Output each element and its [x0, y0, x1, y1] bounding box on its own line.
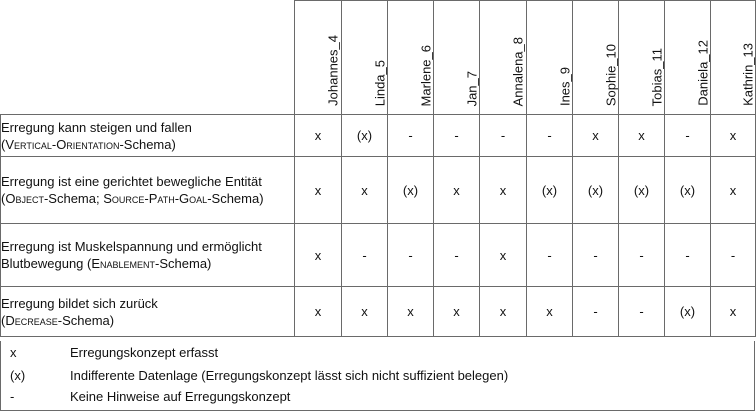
table-cell: x	[295, 224, 342, 287]
table-cell: x	[480, 157, 527, 224]
column-header	[665, 1, 711, 115]
table-cell: -	[619, 287, 665, 337]
schema-name: Vertical-Orientation	[5, 136, 120, 152]
table-cell: (x)	[573, 157, 619, 224]
row-label-text: -Schema)	[155, 256, 212, 271]
table-cell: x	[711, 287, 756, 337]
row-label-text: Erregung kann steigen und fallen	[1, 119, 192, 135]
table-cell: x	[434, 287, 480, 337]
table-cell: x	[295, 115, 342, 157]
table-cell: -	[711, 224, 756, 287]
column-header-label: Johannes_4	[325, 35, 341, 106]
column-header-label: Tobias_11	[649, 47, 664, 106]
legend-symbol: x	[10, 345, 17, 360]
table-cell: -	[434, 115, 480, 157]
column-header	[573, 1, 619, 115]
row-label-text: -Schema)	[207, 191, 264, 206]
table-row	[1, 287, 756, 337]
table-cell: -	[527, 224, 573, 287]
column-header	[388, 1, 434, 115]
schema-name: Object	[5, 191, 44, 206]
column-header	[480, 1, 527, 115]
column-header-label: Marlene_6	[418, 44, 433, 106]
table-cell: x	[480, 287, 527, 337]
legend-description: Erregungskonzept erfasst	[70, 345, 219, 360]
table-cell: x	[711, 157, 756, 224]
table-cell: -	[573, 224, 619, 287]
row-label	[1, 287, 295, 337]
table-cell: -	[527, 115, 573, 157]
row-label-text: (	[1, 312, 6, 328]
table-cell: (x)	[619, 157, 665, 224]
row-label-text: (	[1, 136, 6, 152]
table-cell: x	[388, 287, 434, 337]
row-label-text: Erregung bildet sich zurück	[1, 295, 158, 311]
row-label-text: -Schema)	[119, 136, 176, 152]
column-header-label: Kathrin_13	[740, 43, 756, 106]
legend-description: Indifferente Datenlage (Erregungskonzept lässt sich nicht suffizient belegen)	[70, 368, 509, 383]
table-cell: x	[480, 224, 527, 287]
legend-symbol: -	[10, 389, 15, 404]
row-label	[1, 115, 295, 157]
legend-description: Keine Hinweise auf Erregungskonzept	[70, 389, 291, 404]
column-header	[295, 1, 342, 115]
table-cell: -	[342, 224, 388, 287]
table-cell: x	[619, 115, 665, 157]
table-row	[1, 115, 756, 157]
table-cell: -	[480, 115, 527, 157]
column-header-label: Daniela_12	[695, 40, 710, 106]
table-cell: x	[295, 287, 342, 337]
schema-name: Decrease	[5, 312, 58, 328]
table-cell: (x)	[342, 115, 388, 157]
table-cell: -	[388, 115, 434, 157]
table-row	[1, 224, 756, 287]
column-header	[342, 1, 388, 115]
column-header	[619, 1, 665, 115]
table-cell: (x)	[527, 157, 573, 224]
table-cell: (x)	[388, 157, 434, 224]
table-cell: -	[434, 224, 480, 287]
table-cell: x	[434, 157, 480, 224]
column-header	[711, 1, 756, 115]
row-label-text: Erregung ist eine gerichtet bewegliche Entität (	[1, 174, 262, 206]
table-cell: -	[388, 224, 434, 287]
header-row	[1, 1, 756, 115]
row-label-text: -Schema;	[43, 191, 104, 206]
row-label	[1, 224, 295, 287]
table-cell: -	[573, 287, 619, 337]
table-cell: (x)	[665, 287, 711, 337]
column-header-label: Jan_7	[464, 70, 479, 106]
corner-cell	[1, 1, 295, 115]
table-cell: -	[665, 224, 711, 287]
column-header-label: Annalena_8	[510, 36, 526, 106]
table-cell: x	[342, 157, 388, 224]
schema-name: Source-Path-Goal	[103, 191, 208, 206]
column-header-label: Linda_5	[372, 59, 387, 106]
column-header-label: Ines_9	[557, 66, 572, 106]
table-cell: x	[295, 157, 342, 224]
column-header-label: Sophie_10	[603, 43, 618, 106]
column-header	[434, 1, 480, 115]
table-cell: x	[342, 287, 388, 337]
table-cell: -	[619, 224, 665, 287]
table-cell: x	[573, 115, 619, 157]
row-label-text: Erregung ist Muskelspannung und ermöglicht Blutbewegung (	[1, 239, 262, 271]
table-row	[1, 157, 756, 224]
legend	[0, 341, 755, 411]
row-label	[1, 157, 295, 224]
schema-name: Enablement	[91, 256, 156, 271]
table-cell: (x)	[665, 157, 711, 224]
table-cell: -	[665, 115, 711, 157]
row-label-text: -Schema)	[57, 312, 115, 328]
table-cell: x	[527, 287, 573, 337]
table-cell: x	[711, 115, 756, 157]
column-header	[527, 1, 573, 115]
legend-symbol: (x)	[10, 368, 26, 383]
